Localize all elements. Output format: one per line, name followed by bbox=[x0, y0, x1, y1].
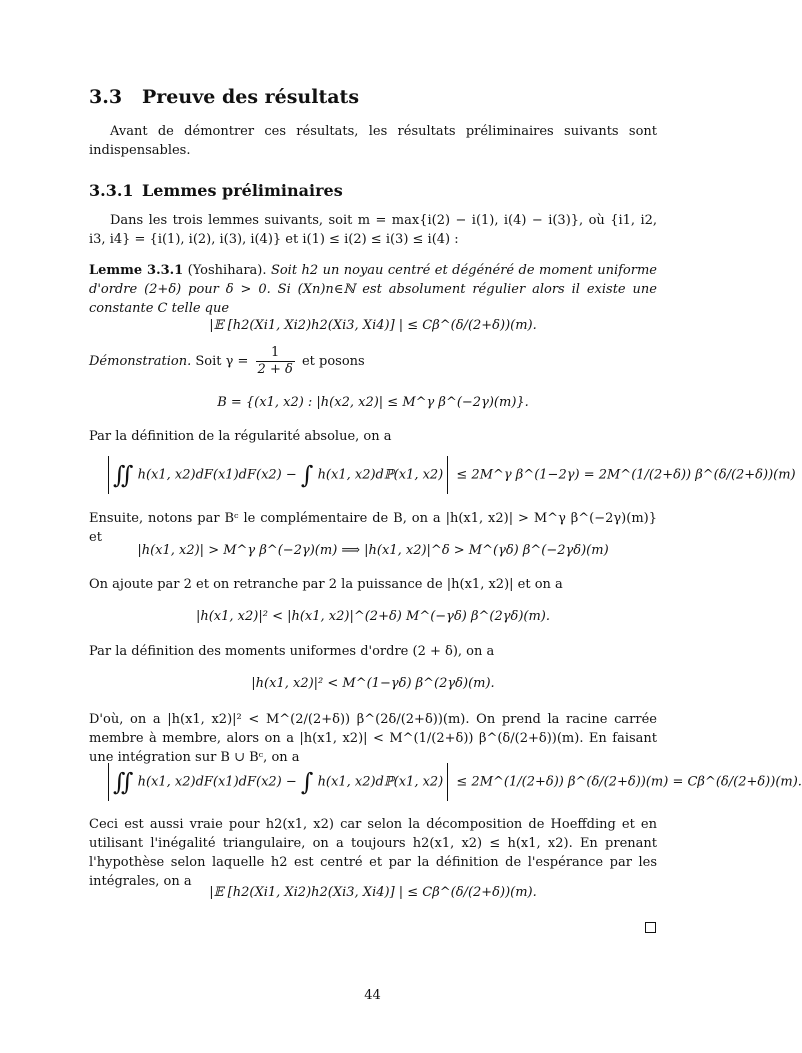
subsection-title: Lemmes préliminaires bbox=[142, 181, 343, 200]
equation-3: |h(x1, x2)|² < |h(x1, x2)|^(2+δ) M^(−γδ) β^(2γδ)(m). bbox=[195, 609, 550, 624]
equation-5-mid: h(x1, x2)dℙ(x1, x2) bbox=[317, 774, 444, 790]
equation-5-left: h(x1, x2)dF(x1)dF(x2) − bbox=[137, 774, 297, 790]
lemma-label: Lemme 3.3.1 bbox=[89, 263, 184, 278]
proof-label: Démonstration. bbox=[89, 354, 192, 369]
abs-bar-left bbox=[108, 456, 109, 494]
lemma-equation: |𝔼 [h2(Xi1, Xi2)h2(Xi3, Xi4)] | ≤ Cβ^(δ/(2+δ))(m). bbox=[209, 318, 537, 333]
equation-5 bbox=[104, 763, 802, 801]
gamma-denominator: 2 + δ bbox=[257, 362, 293, 377]
abs-bar-left bbox=[108, 763, 109, 801]
double-integral-sign: ∬ bbox=[113, 461, 134, 489]
paragraph-4: Par la définition des moments uniformes d'ordre (2 + δ), on a bbox=[89, 644, 495, 659]
abs-bar-right bbox=[447, 456, 448, 494]
equation-4: |h(x1, x2)|² < M^(1−γδ) β^(2γδ)(m). bbox=[251, 676, 495, 691]
equation-B: B = {(x1, x2) : |h(x2, x2)| ≤ M^γ β^(−2γ)(m)}. bbox=[217, 395, 529, 410]
subsection-number: 3.3.1 bbox=[89, 181, 134, 200]
gamma-fraction bbox=[256, 345, 295, 378]
paragraph-2: Ensuite, notons par Bᶜ le complémentaire de B, on a |h(x1, x2)| > M^γ β^(−2γ)(m)} et bbox=[89, 511, 657, 545]
integral-sign: ∫ bbox=[300, 768, 314, 796]
section-title: Preuve des résultats bbox=[142, 86, 360, 108]
integral-sign: ∫ bbox=[300, 461, 314, 489]
equation-2: |h(x1, x2)| > M^γ β^(−2γ)(m) ⟹ |h(x1, x2)|^δ > M^(γδ) β^(−2γδ)(m) bbox=[137, 543, 609, 558]
page-number: 44 bbox=[364, 988, 381, 1003]
abs-bar-right bbox=[447, 763, 448, 801]
subsection-heading bbox=[89, 181, 343, 200]
lemma-block bbox=[89, 261, 657, 318]
paragraph-1: Par la définition de la régularité absolue, on a bbox=[89, 429, 392, 444]
lemma-attribution: (Yoshihara). bbox=[187, 263, 267, 278]
double-integral-sign: ∬ bbox=[113, 768, 134, 796]
subsection-intro: Dans les trois lemmes suivants, soit m = max{i(2) − i(1), i(4) − i(3)}, où {i1, i2, i3, i4} = {i(1), i(2), i(3), i(4)} et i(1) ≤ i(2) ≤ i(3) ≤ i(4) : bbox=[89, 213, 657, 247]
proof-soit: Soit γ = bbox=[195, 354, 249, 369]
qed-square-icon bbox=[645, 922, 656, 933]
lemma-statement: Soit h2 un noyau centré et dégénéré de moment uniforme d'ordre (2+δ) pour δ > 0. Si (Xn)n∈ℕ est absolument régulier alors il existe une constante C telle que bbox=[89, 263, 657, 316]
proof-start bbox=[89, 345, 657, 378]
section-intro: Avant de démontrer ces résultats, les résultats préliminaires suivants sont indispensables. bbox=[89, 124, 657, 158]
paragraph-5: D'où, on a |h(x1, x2)|² < M^(2/(2+δ)) β^(2δ/(2+δ))(m). On prend la racine carrée membre à membre, alors on a |h(x1, x2)| < M^(1/(2+δ)) β^(δ/(2+δ))(m). En faisant une intégration sur B ∪ Bᶜ, on a bbox=[89, 712, 657, 765]
equation-1-right: ≤ 2M^γ β^(1−2γ) = 2M^(1/(2+δ)) β^(δ/(2+δ))(m) bbox=[456, 467, 796, 483]
section-number: 3.3 bbox=[89, 86, 123, 108]
equation-1-left: h(x1, x2)dF(x1)dF(x2) − bbox=[137, 467, 297, 483]
equation-1 bbox=[104, 456, 796, 494]
equation-5-right: ≤ 2M^(1/(2+δ)) β^(δ/(2+δ))(m) = Cβ^(δ/(2+δ))(m). bbox=[456, 774, 802, 790]
gamma-numerator: 1 bbox=[256, 345, 295, 362]
equation-1-mid: h(x1, x2)dℙ(x1, x2) bbox=[317, 467, 444, 483]
section-heading bbox=[89, 86, 359, 108]
equation-6: |𝔼 [h2(Xi1, Xi2)h2(Xi3, Xi4)] | ≤ Cβ^(δ/(2+δ))(m). bbox=[209, 885, 537, 900]
proof-posons: et posons bbox=[301, 354, 365, 369]
paragraph-6: Ceci est aussi vraie pour h2(x1, x2) car selon la décomposition de Hoeffding et en utilisant l'inégalité triangulaire, on a toujours h2(x1, x2) ≤ h(x1, x2). En prenant l'hypothèse selon laquelle h2 est centré et par la définition de l'espérance par les intégrales, on a bbox=[89, 817, 657, 889]
paragraph-3: On ajoute par 2 et on retranche par 2 la puissance de |h(x1, x2)| et on a bbox=[89, 577, 563, 592]
